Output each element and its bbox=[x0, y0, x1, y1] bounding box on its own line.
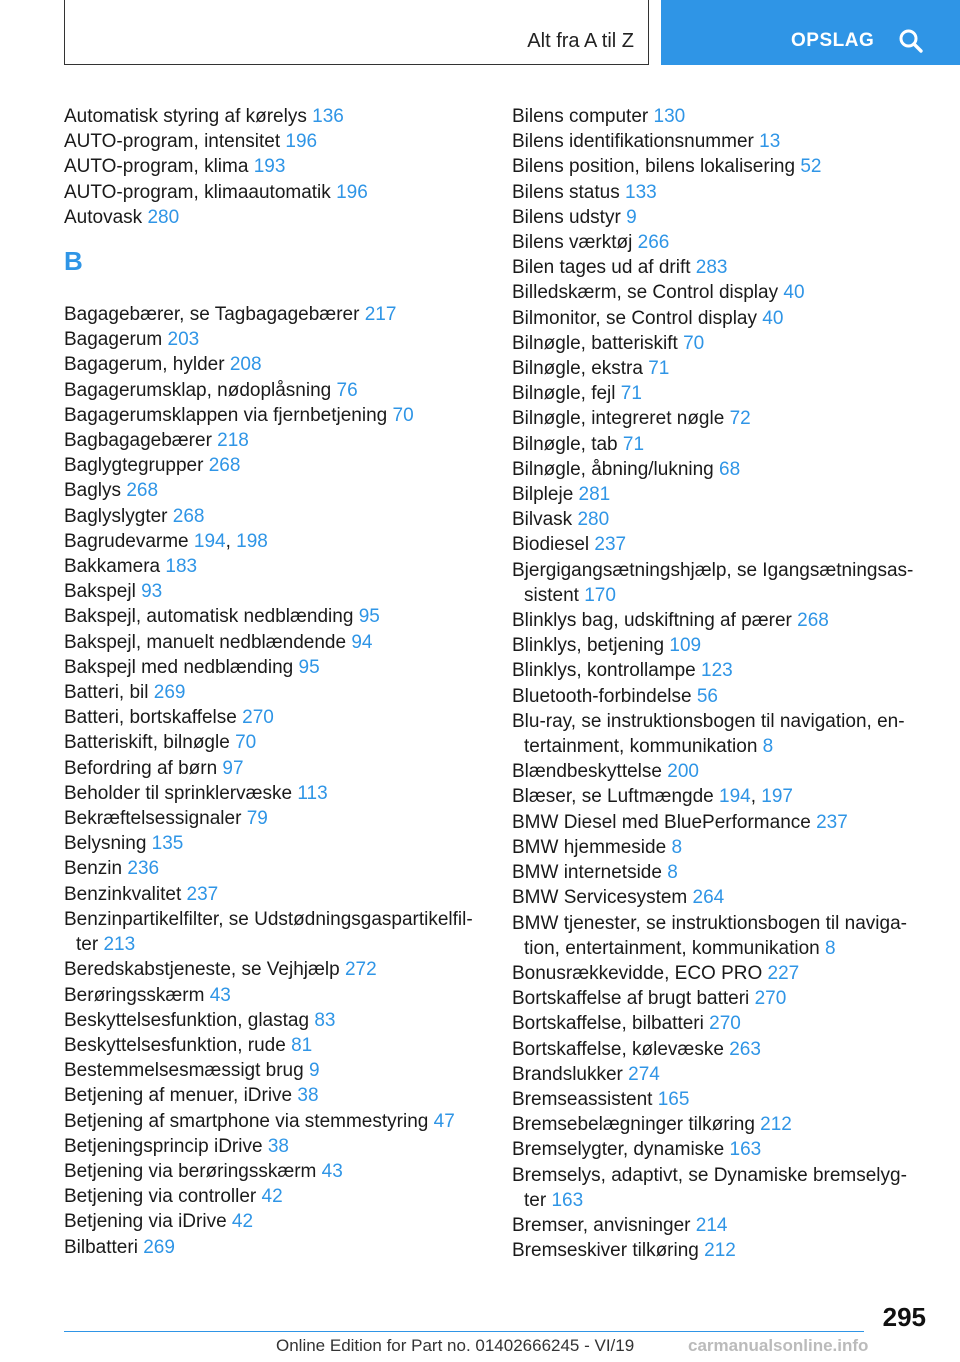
page-link[interactable]: 270 bbox=[709, 1013, 741, 1035]
index-entry bbox=[512, 658, 932, 683]
page-link[interactable]: 236 bbox=[127, 858, 160, 880]
page-link[interactable]: 97 bbox=[222, 757, 244, 779]
index-term: Brandslukker bbox=[512, 1063, 623, 1085]
page-link[interactable]: 8 bbox=[762, 736, 774, 758]
index-term: BMW internetside bbox=[512, 862, 662, 884]
index-term: Betjening via berøringsskærm bbox=[64, 1160, 317, 1182]
page-link[interactable]: 198 bbox=[236, 530, 268, 552]
page-link[interactable]: 40 bbox=[783, 282, 805, 304]
index-term: AUTO-program, intensitet bbox=[64, 131, 281, 153]
page-link[interactable]: 272 bbox=[344, 959, 377, 981]
index-entry bbox=[512, 1087, 932, 1112]
index-entry bbox=[64, 756, 484, 781]
index-term: BMW tjenester, se instruktionsbogen til naviga‐ tion, entertainment, kommunikation bbox=[512, 912, 907, 959]
index-entry bbox=[64, 554, 484, 579]
section-tab-label: Alt fra A til Z bbox=[527, 30, 634, 52]
page-link[interactable]: 43 bbox=[209, 984, 231, 1006]
page-link[interactable]: 130 bbox=[653, 106, 686, 127]
index-entry bbox=[64, 1109, 484, 1134]
page-link[interactable]: 269 bbox=[153, 682, 186, 704]
page-link[interactable]: 193 bbox=[253, 156, 286, 178]
index-entry bbox=[64, 129, 484, 154]
index-term: Bremseskiver tilkøring bbox=[512, 1240, 699, 1262]
page-link[interactable]: 274 bbox=[628, 1063, 660, 1085]
index-term: Bagrudevarme bbox=[64, 530, 189, 552]
page-link[interactable]: 71 bbox=[620, 383, 642, 405]
page-link[interactable]: 237 bbox=[594, 534, 627, 556]
page-link[interactable]: 8 bbox=[667, 862, 678, 884]
index-term: Baglys bbox=[64, 480, 122, 502]
page-link[interactable]: 71 bbox=[622, 433, 645, 455]
index-term: Bilpleje bbox=[512, 484, 574, 506]
page-link[interactable]: 81 bbox=[291, 1034, 313, 1056]
page-link[interactable]: 163 bbox=[729, 1139, 762, 1161]
page-link[interactable]: 8 bbox=[825, 937, 836, 959]
index-entry bbox=[512, 381, 932, 406]
index-term: Bakspejl bbox=[64, 581, 136, 603]
index-entry bbox=[64, 302, 484, 327]
page-link[interactable]: 269 bbox=[143, 1236, 175, 1258]
index-entry bbox=[64, 205, 484, 230]
index-term: AUTO-program, klima bbox=[64, 156, 249, 178]
page-link[interactable]: 95 bbox=[298, 656, 320, 678]
index-term: Betjening via iDrive bbox=[64, 1211, 227, 1233]
index-entry bbox=[64, 604, 484, 629]
index-term: Bakspejl med nedblænding bbox=[64, 656, 294, 678]
page-link[interactable]: 163 bbox=[551, 1189, 584, 1211]
index-entry bbox=[512, 986, 932, 1011]
index-entry bbox=[512, 1037, 932, 1062]
index-term: BMW hjemmeside bbox=[512, 836, 667, 858]
index-term: Bilen tages ud af drift bbox=[512, 257, 691, 279]
page-link[interactable]: 263 bbox=[729, 1038, 761, 1060]
page-link[interactable]: 170 bbox=[584, 584, 616, 606]
index-term: Bilnøgle, tab bbox=[512, 433, 618, 455]
page-link[interactable]: 70 bbox=[235, 732, 257, 754]
index-term: Beskyttelsesfunktion, rude bbox=[64, 1034, 286, 1056]
index-term: Beholder til sprinklervæske bbox=[64, 782, 293, 804]
page-link[interactable]: 268 bbox=[172, 505, 205, 527]
page-link[interactable]: 70 bbox=[392, 404, 414, 426]
page-link[interactable]: 212 bbox=[704, 1240, 736, 1262]
index-entry bbox=[64, 1033, 484, 1058]
index-term: Bluetooth-forbindelse bbox=[512, 685, 692, 707]
index-entry bbox=[64, 856, 484, 881]
index-entry bbox=[64, 1184, 484, 1209]
index-entry bbox=[512, 406, 932, 431]
index-entry bbox=[64, 403, 484, 428]
index-entry bbox=[512, 709, 932, 759]
index-entry bbox=[512, 280, 932, 305]
index-term: Betjeningsprincip iDrive bbox=[64, 1135, 263, 1157]
index-entry bbox=[512, 1062, 932, 1087]
index-term: Bjergigangsætningshjælp, se Igangsætningsas‐ sistent bbox=[512, 559, 914, 606]
page-link[interactable]: 8 bbox=[671, 836, 683, 858]
index-term: Bakspejl, manuelt nedblændende bbox=[64, 631, 347, 653]
page-link[interactable]: 133 bbox=[625, 181, 657, 203]
index-entry bbox=[512, 759, 932, 784]
page-link[interactable]: 194 bbox=[193, 530, 226, 552]
index-entry bbox=[512, 507, 932, 532]
index-entry bbox=[64, 478, 484, 503]
page-link[interactable]: 42 bbox=[231, 1211, 254, 1233]
footer-divider bbox=[64, 1331, 864, 1332]
section-letter: B bbox=[64, 246, 83, 277]
index-entry bbox=[512, 558, 932, 608]
page-link[interactable]: 72 bbox=[729, 408, 751, 430]
index-term: Bilnøgle, åbning/lukning bbox=[512, 458, 714, 480]
index-entry bbox=[64, 453, 484, 478]
index-entry bbox=[512, 482, 932, 507]
page-link[interactable]: 194 bbox=[719, 786, 751, 808]
index-entry bbox=[64, 352, 484, 377]
page-link[interactable]: 135 bbox=[151, 833, 184, 855]
index-term: Benzinpartikelfilter, se Udstødningsgaspartikelfil‐ ter bbox=[64, 908, 473, 956]
search-icon bbox=[898, 28, 924, 54]
index-entry bbox=[512, 911, 932, 961]
index-entry bbox=[64, 1209, 484, 1234]
index-entry bbox=[512, 129, 932, 154]
index-entry: Blæser, se Luftmængde 194, 197 bbox=[512, 786, 793, 808]
index-entry bbox=[512, 230, 932, 255]
page-link[interactable]: 71 bbox=[648, 358, 670, 380]
page-link[interactable]: 38 bbox=[267, 1135, 289, 1157]
page-link[interactable]: 270 bbox=[754, 988, 787, 1010]
index-entry bbox=[512, 306, 932, 331]
index-term: Beredskabstjeneste, se Vejhjælp bbox=[64, 959, 340, 981]
index-term: Benzinkvalitet bbox=[64, 883, 182, 905]
index-term: Betjening af smartphone via stemmestyring bbox=[64, 1110, 429, 1132]
index-term: Bremseassistent bbox=[512, 1088, 653, 1110]
index-term: Bilnøgle, integreret nøgle bbox=[512, 408, 725, 430]
page-link[interactable]: 208 bbox=[229, 354, 262, 376]
index-term: Bilens position, bilens lokalisering bbox=[512, 156, 796, 178]
page-link[interactable]: 9 bbox=[626, 206, 637, 228]
index-entry bbox=[64, 154, 484, 179]
page-link[interactable]: 68 bbox=[719, 458, 741, 480]
index-entry bbox=[64, 882, 484, 907]
page-link[interactable]: 266 bbox=[637, 232, 670, 254]
index-term: Bilens udstyr bbox=[512, 206, 621, 228]
index-term: Baglyslygter bbox=[64, 505, 168, 527]
index-term: Bilnøgle, ekstra bbox=[512, 358, 643, 380]
index-term: Bilens computer bbox=[512, 106, 649, 127]
index-entry bbox=[512, 331, 932, 356]
index-term: Bilmonitor, se Control display bbox=[512, 307, 757, 329]
index-entry bbox=[512, 810, 932, 835]
index-term: Bilens værktøj bbox=[512, 232, 633, 254]
page-link[interactable]: 123 bbox=[701, 660, 733, 682]
page-number: 295 bbox=[882, 1302, 926, 1332]
index-entry bbox=[64, 957, 484, 982]
index-term: Bilnøgle, batteriskift bbox=[512, 332, 678, 354]
index-entry bbox=[64, 378, 484, 403]
page-link[interactable]: 270 bbox=[242, 707, 274, 729]
index-term: Bremselys, adaptivt, se Dynamiske bremselyg‐ ter bbox=[512, 1164, 907, 1211]
index-entry bbox=[64, 907, 484, 957]
index-term: Betjening af menuer, iDrive bbox=[64, 1085, 293, 1107]
index-term: Bonusrækkevidde, ECO PRO bbox=[512, 962, 763, 984]
page-link[interactable]: 196 bbox=[336, 181, 368, 203]
page-link[interactable]: 217 bbox=[364, 304, 397, 326]
index-entry bbox=[64, 983, 484, 1008]
index-entry bbox=[512, 633, 932, 658]
page-link[interactable]: 79 bbox=[246, 808, 268, 830]
index-term: Bagbagagebærer bbox=[64, 430, 212, 452]
index-entry bbox=[64, 705, 484, 730]
index-term: Berøringsskærm bbox=[64, 984, 205, 1006]
index-column-left bbox=[64, 104, 484, 1260]
index-term: Billedskærm, se Control display bbox=[512, 282, 779, 304]
page-link[interactable]: 227 bbox=[767, 962, 800, 984]
index-term: Blinklys, betjening bbox=[512, 635, 665, 657]
index-term: Blændbeskyttelse bbox=[512, 761, 662, 783]
index-entry bbox=[64, 104, 484, 129]
index-entry bbox=[512, 1112, 932, 1137]
index-entry bbox=[64, 1058, 484, 1083]
page-link[interactable]: 203 bbox=[167, 329, 200, 351]
index-term: Bestemmelsesmæssigt brug bbox=[64, 1060, 304, 1082]
index-entry bbox=[512, 835, 932, 860]
page-link[interactable]: 95 bbox=[358, 606, 380, 628]
index-term: Bagagerumsklappen via fjernbetjening bbox=[64, 404, 388, 426]
page-link[interactable]: 196 bbox=[285, 131, 318, 153]
index-term: Bagagebærer, se Tagbagagebærer bbox=[64, 304, 360, 326]
index-entry bbox=[64, 180, 484, 205]
page-link[interactable]: 47 bbox=[433, 1110, 455, 1132]
index-term: Blinklys bag, udskiftning af pærer bbox=[512, 610, 792, 632]
index-term: Biodiesel bbox=[512, 534, 590, 556]
index-entry bbox=[64, 1083, 484, 1108]
page-link[interactable]: 237 bbox=[816, 811, 848, 833]
index-entry bbox=[64, 831, 484, 856]
index-term: Bakspejl, automatisk nedblænding bbox=[64, 606, 354, 628]
index-entry bbox=[64, 504, 484, 529]
index-term: Bremser, anvisninger bbox=[512, 1214, 691, 1236]
index-entry bbox=[512, 1137, 932, 1162]
page-link[interactable]: 212 bbox=[760, 1114, 792, 1136]
index-entry bbox=[512, 608, 932, 633]
index-entry bbox=[512, 432, 932, 457]
index-term: Automatisk styring af kørelys bbox=[64, 106, 307, 127]
index-entry bbox=[64, 806, 484, 831]
index-entry bbox=[512, 180, 932, 205]
page-link[interactable]: 9 bbox=[308, 1060, 320, 1082]
index-term: Betjening via controller bbox=[64, 1186, 257, 1208]
index-term: Bilvask bbox=[512, 509, 573, 531]
footer-edition: Online Edition for Part no. 01402666245 - VI/19 bbox=[276, 1336, 635, 1355]
index-term: Bilbatteri bbox=[64, 1236, 138, 1258]
page-link[interactable]: 281 bbox=[578, 484, 611, 506]
page-link[interactable]: 165 bbox=[657, 1088, 690, 1110]
index-entry bbox=[512, 205, 932, 230]
index-entry bbox=[512, 532, 932, 557]
index-entry bbox=[512, 1213, 932, 1238]
index-column-right bbox=[512, 104, 932, 1263]
index-entry bbox=[512, 961, 932, 986]
index-entry bbox=[512, 104, 932, 129]
index-term: Beskyttelsesfunktion, glastag bbox=[64, 1009, 310, 1031]
lookup-tab-label: OPSLAG bbox=[791, 30, 875, 51]
page-link[interactable]: 280 bbox=[147, 206, 180, 228]
lookup-tab[interactable] bbox=[661, 0, 960, 65]
section-tab[interactable] bbox=[64, 0, 649, 65]
page-link[interactable]: 70 bbox=[683, 332, 705, 354]
page-link[interactable]: 52 bbox=[800, 156, 822, 178]
index-term: Bekræftelsessignaler bbox=[64, 808, 242, 830]
page-link[interactable]: 237 bbox=[186, 883, 219, 905]
page-link[interactable]: 283 bbox=[695, 257, 728, 279]
index-entry bbox=[512, 885, 932, 910]
index-entry bbox=[64, 730, 484, 755]
index-term: Belysning bbox=[64, 833, 147, 855]
index-entry bbox=[64, 655, 484, 680]
watermark: carmanualsonline.info bbox=[688, 1336, 869, 1355]
page-link[interactable]: 268 bbox=[797, 610, 829, 632]
page-link[interactable]: 200 bbox=[667, 761, 699, 783]
index-entry bbox=[64, 1159, 484, 1184]
index-entry bbox=[64, 579, 484, 604]
index-term: Bilens identifikationsnummer bbox=[512, 131, 754, 153]
page-link[interactable]: 268 bbox=[208, 455, 241, 477]
page-link[interactable]: 83 bbox=[314, 1009, 336, 1031]
page-link[interactable]: 113 bbox=[297, 782, 328, 804]
index-entry: Bagrudevarme 194, 198 bbox=[64, 530, 268, 552]
index-entry bbox=[512, 1011, 932, 1036]
page-link[interactable]: 38 bbox=[297, 1085, 319, 1107]
index-term: Bilnøgle, fejl bbox=[512, 383, 616, 405]
page-link[interactable]: 56 bbox=[696, 685, 718, 707]
page-link[interactable]: 13 bbox=[759, 131, 781, 153]
page-link[interactable]: 197 bbox=[761, 786, 793, 808]
index-term: Bakkamera bbox=[64, 556, 161, 578]
index-entry bbox=[512, 457, 932, 482]
index-entry bbox=[64, 680, 484, 705]
index-entry bbox=[512, 684, 932, 709]
index-term: Bortskaffelse af brugt batteri bbox=[512, 988, 750, 1010]
page-link[interactable]: 268 bbox=[126, 480, 159, 502]
page-link[interactable]: 213 bbox=[103, 934, 136, 956]
page-link[interactable]: 183 bbox=[165, 556, 198, 578]
index-entry bbox=[64, 327, 484, 352]
page-link[interactable]: 280 bbox=[577, 509, 610, 531]
index-entry bbox=[512, 860, 932, 885]
index-entry bbox=[512, 255, 932, 280]
index-term: BMW Servicesystem bbox=[512, 887, 688, 909]
index-entry bbox=[64, 428, 484, 453]
index-term: Bremselygter, dynamiske bbox=[512, 1139, 725, 1161]
index-term: Bilens status bbox=[512, 181, 620, 203]
index-term: AUTO-program, klimaautomatik bbox=[64, 181, 331, 203]
index-term: Bagagerumsklap, nødoplåsning bbox=[64, 379, 332, 401]
index-term: Autovask bbox=[64, 206, 143, 228]
index-entry bbox=[64, 1134, 484, 1159]
page-link[interactable]: 93 bbox=[141, 581, 163, 603]
index-term: Blu-ray, se instruktionsbogen til navigation, en‐ tertainment, kommunikation bbox=[512, 710, 905, 758]
index-term: Bremsebelægninger tilkøring bbox=[512, 1114, 755, 1136]
page-link[interactable]: 43 bbox=[321, 1160, 343, 1182]
index-term: Bagagerum bbox=[64, 329, 163, 351]
index-entry bbox=[64, 1008, 484, 1033]
page-link[interactable]: 76 bbox=[336, 379, 358, 401]
page-link[interactable]: 40 bbox=[762, 307, 784, 329]
page-link[interactable]: 218 bbox=[217, 430, 249, 452]
index-entry bbox=[512, 1163, 932, 1213]
index-term: Bagagerum, hylder bbox=[64, 354, 225, 376]
index-entry bbox=[64, 1235, 484, 1260]
index-term: Befordring af børn bbox=[64, 757, 218, 779]
index-entry bbox=[64, 781, 484, 806]
index-term: Benzin bbox=[64, 858, 123, 880]
page-link[interactable]: 94 bbox=[351, 631, 373, 653]
index-term: Blinklys, kontrollampe bbox=[512, 660, 696, 682]
index-term: Batteri, bil bbox=[64, 682, 149, 704]
index-term: Bortskaffelse, kølevæske bbox=[512, 1038, 724, 1060]
page-link[interactable]: 136 bbox=[312, 106, 344, 127]
index-entry bbox=[512, 154, 932, 179]
index-entry bbox=[512, 1238, 932, 1263]
index-term: Bortskaffelse, bilbatteri bbox=[512, 1013, 704, 1035]
index-term: Batteriskift, bilnøgle bbox=[64, 732, 230, 754]
index-term: Batteri, bortskaffelse bbox=[64, 707, 237, 729]
page-link[interactable]: 214 bbox=[695, 1214, 728, 1236]
page-link[interactable]: 109 bbox=[669, 635, 702, 657]
index-term: BMW Diesel med BluePerformance bbox=[512, 811, 811, 833]
index-entry bbox=[512, 356, 932, 381]
index-term: Blæser, se Luftmængde bbox=[512, 786, 714, 808]
page-link[interactable]: 264 bbox=[692, 887, 725, 909]
page-link[interactable]: 42 bbox=[261, 1186, 283, 1208]
index-entry bbox=[64, 630, 484, 655]
index-term: Baglygtegrupper bbox=[64, 455, 204, 477]
